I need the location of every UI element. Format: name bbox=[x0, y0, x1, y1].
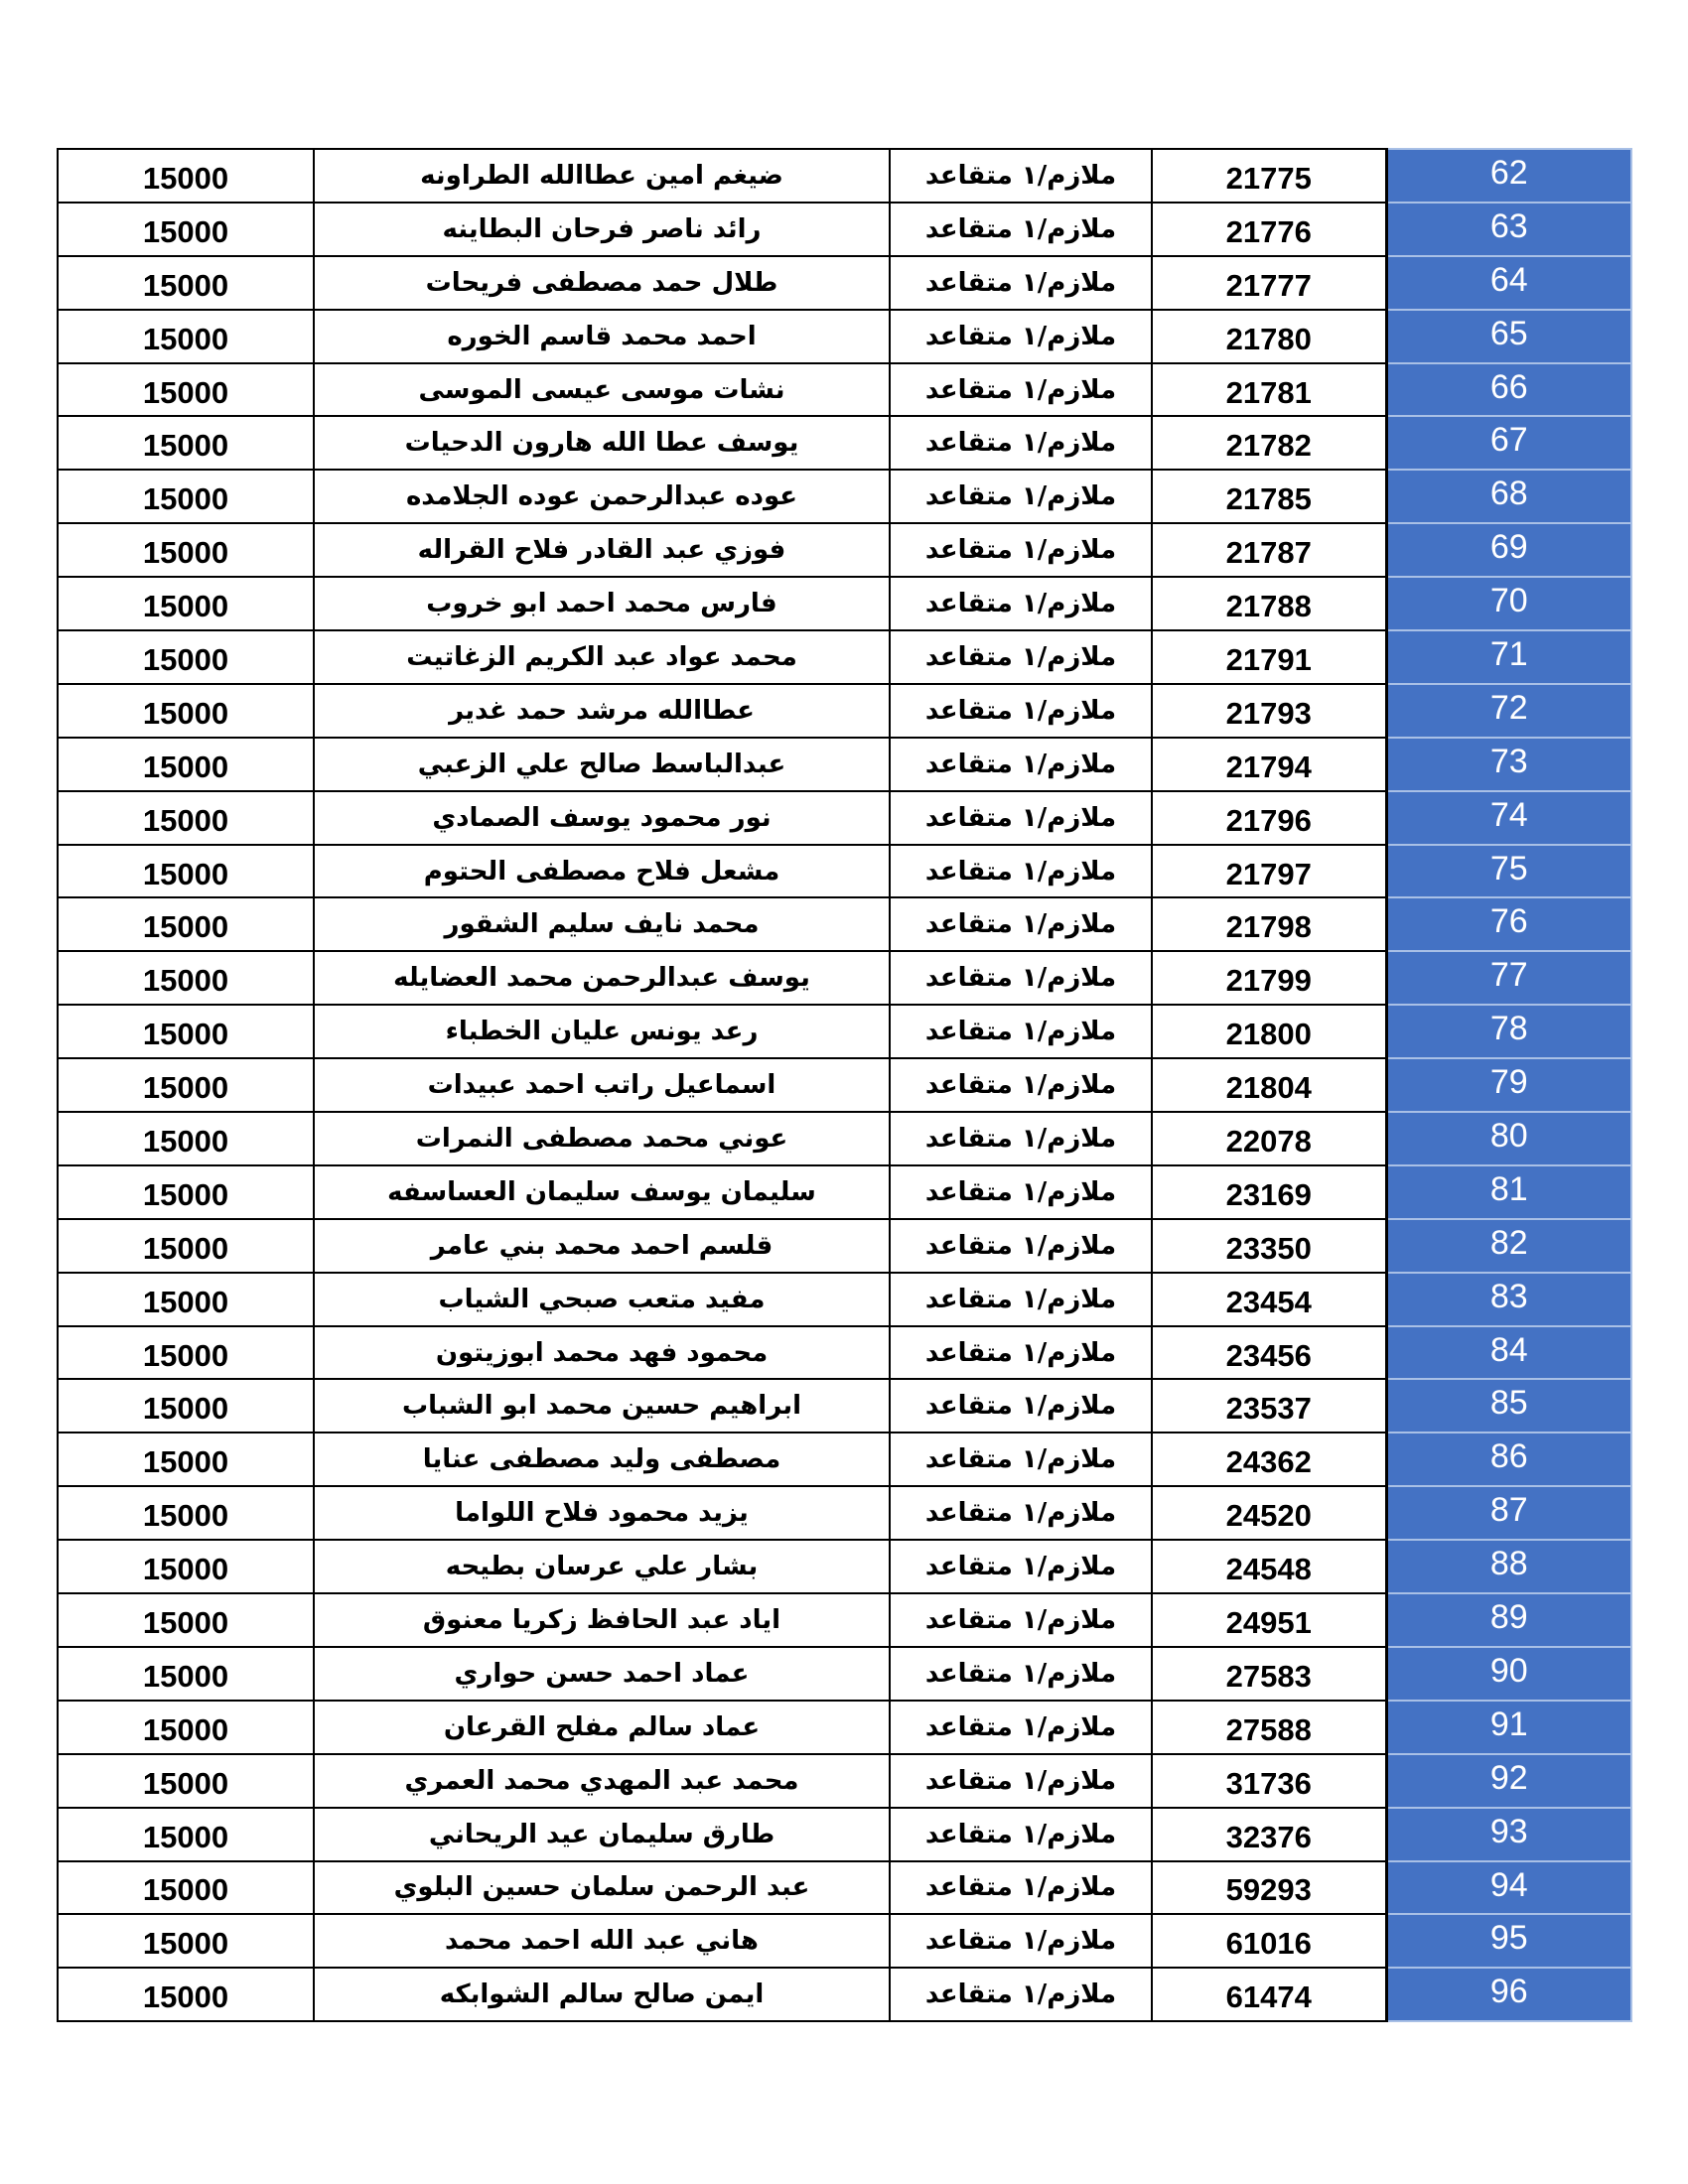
rank-cell: ملازم/١ متقاعد bbox=[890, 149, 1152, 203]
amount-cell: 15000 bbox=[58, 1005, 314, 1058]
sequence-number-cell: 94 bbox=[1386, 1861, 1631, 1915]
amount-cell: 15000 bbox=[58, 1112, 314, 1165]
sequence-number-cell: 86 bbox=[1386, 1433, 1631, 1486]
amount-cell: 15000 bbox=[58, 1968, 314, 2021]
name-cell: محمد نايف سليم الشقور bbox=[314, 897, 890, 951]
military-number-cell: 24362 bbox=[1152, 1433, 1386, 1486]
sequence-number-cell: 95 bbox=[1386, 1914, 1631, 1968]
table-row bbox=[58, 951, 1631, 1005]
amount-cell: 15000 bbox=[58, 630, 314, 684]
table-row bbox=[58, 1486, 1631, 1540]
amount-cell: 15000 bbox=[58, 256, 314, 310]
table-row bbox=[58, 1593, 1631, 1647]
rank-cell: ملازم/١ متقاعد bbox=[890, 897, 1152, 951]
table-row bbox=[58, 1968, 1631, 2021]
military-number-cell: 21788 bbox=[1152, 577, 1386, 630]
rank-cell: ملازم/١ متقاعد bbox=[890, 1326, 1152, 1380]
table-row bbox=[58, 416, 1631, 470]
sequence-number-cell: 62 bbox=[1386, 149, 1631, 203]
table-row bbox=[58, 577, 1631, 630]
military-number-cell: 21776 bbox=[1152, 203, 1386, 256]
table-row bbox=[58, 1861, 1631, 1915]
sequence-number-cell: 91 bbox=[1386, 1701, 1631, 1754]
name-cell: طارق سليمان عيد الريحاني bbox=[314, 1808, 890, 1861]
table-row bbox=[58, 1112, 1631, 1165]
table-row bbox=[58, 1326, 1631, 1380]
table-row bbox=[58, 630, 1631, 684]
sequence-number-cell: 75 bbox=[1386, 845, 1631, 898]
rank-cell: ملازم/١ متقاعد bbox=[890, 1219, 1152, 1273]
rank-cell: ملازم/١ متقاعد bbox=[890, 1273, 1152, 1326]
name-cell: نور محمود يوسف الصمادي bbox=[314, 791, 890, 845]
table-row bbox=[58, 684, 1631, 738]
name-cell: مصطفى وليد مصطفى عنايا bbox=[314, 1433, 890, 1486]
amount-cell: 15000 bbox=[58, 203, 314, 256]
table-row bbox=[58, 1914, 1631, 1968]
rank-cell: ملازم/١ متقاعد bbox=[890, 630, 1152, 684]
name-cell: ضيغم امين عطاالله الطراونه bbox=[314, 149, 890, 203]
rank-cell: ملازم/١ متقاعد bbox=[890, 1005, 1152, 1058]
rank-cell: ملازم/١ متقاعد bbox=[890, 1968, 1152, 2021]
sequence-number-cell: 71 bbox=[1386, 630, 1631, 684]
military-number-cell: 21798 bbox=[1152, 897, 1386, 951]
rank-cell: ملازم/١ متقاعد bbox=[890, 1914, 1152, 1968]
sequence-number-cell: 73 bbox=[1386, 738, 1631, 791]
rank-cell: ملازم/١ متقاعد bbox=[890, 1433, 1152, 1486]
name-cell: محمد عبد المهدي محمد العمري bbox=[314, 1754, 890, 1808]
table-row bbox=[58, 1219, 1631, 1273]
amount-cell: 15000 bbox=[58, 791, 314, 845]
name-cell: عوده عبدالرحمن عوده الجلامده bbox=[314, 470, 890, 523]
military-number-cell: 21796 bbox=[1152, 791, 1386, 845]
name-cell: مشعل فلاح مصطفى الحتوم bbox=[314, 845, 890, 898]
sequence-number-cell: 72 bbox=[1386, 684, 1631, 738]
sequence-number-cell: 84 bbox=[1386, 1326, 1631, 1380]
sequence-number-cell: 65 bbox=[1386, 310, 1631, 363]
military-number-cell: 21775 bbox=[1152, 149, 1386, 203]
sequence-number-cell: 92 bbox=[1386, 1754, 1631, 1808]
name-cell: يزيد محمود فلاح اللواما bbox=[314, 1486, 890, 1540]
name-cell: فوزي عبد القادر فلاح القراله bbox=[314, 523, 890, 577]
military-number-cell: 23537 bbox=[1152, 1379, 1386, 1433]
table-row bbox=[58, 845, 1631, 898]
table-row bbox=[58, 1433, 1631, 1486]
table-row bbox=[58, 149, 1631, 203]
amount-cell: 15000 bbox=[58, 1808, 314, 1861]
sequence-number-cell: 81 bbox=[1386, 1165, 1631, 1219]
rank-cell: ملازم/١ متقاعد bbox=[890, 1647, 1152, 1701]
amount-cell: 15000 bbox=[58, 684, 314, 738]
military-number-cell: 21804 bbox=[1152, 1058, 1386, 1112]
table-row bbox=[58, 1647, 1631, 1701]
military-number-cell: 21794 bbox=[1152, 738, 1386, 791]
amount-cell: 15000 bbox=[58, 1165, 314, 1219]
sequence-number-cell: 88 bbox=[1386, 1540, 1631, 1593]
military-number-cell: 21777 bbox=[1152, 256, 1386, 310]
sequence-number-cell: 63 bbox=[1386, 203, 1631, 256]
military-number-cell: 24951 bbox=[1152, 1593, 1386, 1647]
rank-cell: ملازم/١ متقاعد bbox=[890, 791, 1152, 845]
name-cell: رائد ناصر فرحان البطاينه bbox=[314, 203, 890, 256]
table-row bbox=[58, 791, 1631, 845]
rank-cell: ملازم/١ متقاعد bbox=[890, 1861, 1152, 1915]
military-number-cell: 23454 bbox=[1152, 1273, 1386, 1326]
name-cell: هاني عبد الله احمد محمد bbox=[314, 1914, 890, 1968]
military-number-cell: 21782 bbox=[1152, 416, 1386, 470]
sequence-number-cell: 68 bbox=[1386, 470, 1631, 523]
amount-cell: 15000 bbox=[58, 1379, 314, 1433]
military-number-cell: 24520 bbox=[1152, 1486, 1386, 1540]
table-row bbox=[58, 1540, 1631, 1593]
rank-cell: ملازم/١ متقاعد bbox=[890, 1593, 1152, 1647]
table-row bbox=[58, 1005, 1631, 1058]
table-row bbox=[58, 1379, 1631, 1433]
table-row bbox=[58, 1808, 1631, 1861]
name-cell: طلال حمد مصطفى فريحات bbox=[314, 256, 890, 310]
military-number-cell: 24548 bbox=[1152, 1540, 1386, 1593]
sequence-number-cell: 96 bbox=[1386, 1968, 1631, 2021]
name-cell: اسماعيل راتب احمد عبيدات bbox=[314, 1058, 890, 1112]
name-cell: عوني محمد مصطفى النمرات bbox=[314, 1112, 890, 1165]
name-cell: قلسم احمد محمد بني عامر bbox=[314, 1219, 890, 1273]
military-number-cell: 23456 bbox=[1152, 1326, 1386, 1380]
name-cell: اياد عبد الحافظ زكريا معنوق bbox=[314, 1593, 890, 1647]
amount-cell: 15000 bbox=[58, 1486, 314, 1540]
military-number-cell: 21787 bbox=[1152, 523, 1386, 577]
sequence-number-cell: 80 bbox=[1386, 1112, 1631, 1165]
amount-cell: 15000 bbox=[58, 577, 314, 630]
military-number-cell: 22078 bbox=[1152, 1112, 1386, 1165]
name-cell: بشار علي عرسان بطيحه bbox=[314, 1540, 890, 1593]
name-cell: محمود فهد محمد ابوزيتون bbox=[314, 1326, 890, 1380]
sequence-number-cell: 83 bbox=[1386, 1273, 1631, 1326]
sequence-number-cell: 66 bbox=[1386, 363, 1631, 417]
amount-cell: 15000 bbox=[58, 1701, 314, 1754]
military-number-cell: 32376 bbox=[1152, 1808, 1386, 1861]
sequence-number-cell: 78 bbox=[1386, 1005, 1631, 1058]
rank-cell: ملازم/١ متقاعد bbox=[890, 1754, 1152, 1808]
rank-cell: ملازم/١ متقاعد bbox=[890, 1379, 1152, 1433]
amount-cell: 15000 bbox=[58, 1593, 314, 1647]
rank-cell: ملازم/١ متقاعد bbox=[890, 684, 1152, 738]
amount-cell: 15000 bbox=[58, 523, 314, 577]
sequence-number-cell: 64 bbox=[1386, 256, 1631, 310]
rank-cell: ملازم/١ متقاعد bbox=[890, 1165, 1152, 1219]
military-number-cell: 61016 bbox=[1152, 1914, 1386, 1968]
military-number-cell: 21785 bbox=[1152, 470, 1386, 523]
amount-cell: 15000 bbox=[58, 845, 314, 898]
rank-cell: ملازم/١ متقاعد bbox=[890, 951, 1152, 1005]
military-number-cell: 59293 bbox=[1152, 1861, 1386, 1915]
sequence-number-cell: 70 bbox=[1386, 577, 1631, 630]
sequence-number-cell: 69 bbox=[1386, 523, 1631, 577]
table-row bbox=[58, 203, 1631, 256]
table-row bbox=[58, 1058, 1631, 1112]
sequence-number-cell: 67 bbox=[1386, 416, 1631, 470]
military-number-cell: 23169 bbox=[1152, 1165, 1386, 1219]
table-row bbox=[58, 1754, 1631, 1808]
military-number-cell: 31736 bbox=[1152, 1754, 1386, 1808]
amount-cell: 15000 bbox=[58, 1647, 314, 1701]
name-cell: يوسف عبدالرحمن محمد العضايله bbox=[314, 951, 890, 1005]
name-cell: عبد الرحمن سلمان حسين البلوي bbox=[314, 1861, 890, 1915]
military-number-cell: 21791 bbox=[1152, 630, 1386, 684]
table-row bbox=[58, 363, 1631, 417]
table-row bbox=[58, 1273, 1631, 1326]
amount-cell: 15000 bbox=[58, 951, 314, 1005]
sequence-number-cell: 85 bbox=[1386, 1379, 1631, 1433]
name-cell: ايمن صالح سالم الشوابكه bbox=[314, 1968, 890, 2021]
rank-cell: ملازم/١ متقاعد bbox=[890, 1808, 1152, 1861]
military-number-cell: 21800 bbox=[1152, 1005, 1386, 1058]
military-number-cell: 23350 bbox=[1152, 1219, 1386, 1273]
amount-cell: 15000 bbox=[58, 363, 314, 417]
table-row bbox=[58, 310, 1631, 363]
rank-cell: ملازم/١ متقاعد bbox=[890, 416, 1152, 470]
table-row bbox=[58, 470, 1631, 523]
rank-cell: ملازم/١ متقاعد bbox=[890, 1540, 1152, 1593]
amount-cell: 15000 bbox=[58, 310, 314, 363]
name-cell: عماد سالم مفلح القرعان bbox=[314, 1701, 890, 1754]
military-number-cell: 21781 bbox=[1152, 363, 1386, 417]
rank-cell: ملازم/١ متقاعد bbox=[890, 310, 1152, 363]
sequence-number-cell: 77 bbox=[1386, 951, 1631, 1005]
rank-cell: ملازم/١ متقاعد bbox=[890, 1701, 1152, 1754]
military-number-cell: 21797 bbox=[1152, 845, 1386, 898]
rank-cell: ملازم/١ متقاعد bbox=[890, 256, 1152, 310]
sequence-number-cell: 90 bbox=[1386, 1647, 1631, 1701]
retirees-table bbox=[57, 148, 1632, 2022]
rank-cell: ملازم/١ متقاعد bbox=[890, 203, 1152, 256]
name-cell: مفيد متعب صبحي الشياب bbox=[314, 1273, 890, 1326]
amount-cell: 15000 bbox=[58, 149, 314, 203]
military-number-cell: 21780 bbox=[1152, 310, 1386, 363]
table-row bbox=[58, 1701, 1631, 1754]
amount-cell: 15000 bbox=[58, 1058, 314, 1112]
rank-cell: ملازم/١ متقاعد bbox=[890, 470, 1152, 523]
sequence-number-cell: 82 bbox=[1386, 1219, 1631, 1273]
amount-cell: 15000 bbox=[58, 1914, 314, 1968]
name-cell: يوسف عطا الله هارون الدحيات bbox=[314, 416, 890, 470]
rank-cell: ملازم/١ متقاعد bbox=[890, 363, 1152, 417]
table-row bbox=[58, 897, 1631, 951]
sequence-number-cell: 87 bbox=[1386, 1486, 1631, 1540]
sequence-number-cell: 76 bbox=[1386, 897, 1631, 951]
sequence-number-cell: 74 bbox=[1386, 791, 1631, 845]
military-number-cell: 27583 bbox=[1152, 1647, 1386, 1701]
amount-cell: 15000 bbox=[58, 1273, 314, 1326]
military-number-cell: 21799 bbox=[1152, 951, 1386, 1005]
amount-cell: 15000 bbox=[58, 1433, 314, 1486]
military-number-cell: 27588 bbox=[1152, 1701, 1386, 1754]
sequence-number-cell: 89 bbox=[1386, 1593, 1631, 1647]
name-cell: احمد محمد قاسم الخوره bbox=[314, 310, 890, 363]
rank-cell: ملازم/١ متقاعد bbox=[890, 1058, 1152, 1112]
name-cell: محمد عواد عبد الكريم الزغاتيت bbox=[314, 630, 890, 684]
amount-cell: 15000 bbox=[58, 738, 314, 791]
rank-cell: ملازم/١ متقاعد bbox=[890, 1486, 1152, 1540]
name-cell: عطاالله مرشد حمد غدير bbox=[314, 684, 890, 738]
amount-cell: 15000 bbox=[58, 416, 314, 470]
name-cell: فارس محمد احمد ابو خروب bbox=[314, 577, 890, 630]
table-row bbox=[58, 523, 1631, 577]
name-cell: عماد احمد حسن حواري bbox=[314, 1647, 890, 1701]
name-cell: رعد يونس عليان الخطباء bbox=[314, 1005, 890, 1058]
document-table-container bbox=[57, 148, 1626, 2022]
amount-cell: 15000 bbox=[58, 1754, 314, 1808]
rank-cell: ملازم/١ متقاعد bbox=[890, 738, 1152, 791]
rank-cell: ملازم/١ متقاعد bbox=[890, 1112, 1152, 1165]
sequence-number-cell: 93 bbox=[1386, 1808, 1631, 1861]
amount-cell: 15000 bbox=[58, 470, 314, 523]
table-row bbox=[58, 738, 1631, 791]
military-number-cell: 61474 bbox=[1152, 1968, 1386, 2021]
name-cell: نشات موسى عيسى الموسى bbox=[314, 363, 890, 417]
amount-cell: 15000 bbox=[58, 1219, 314, 1273]
sequence-number-cell: 79 bbox=[1386, 1058, 1631, 1112]
amount-cell: 15000 bbox=[58, 1861, 314, 1915]
table-row bbox=[58, 256, 1631, 310]
rank-cell: ملازم/١ متقاعد bbox=[890, 523, 1152, 577]
amount-cell: 15000 bbox=[58, 897, 314, 951]
military-number-cell: 21793 bbox=[1152, 684, 1386, 738]
table-body bbox=[58, 149, 1631, 2021]
name-cell: سليمان يوسف سليمان العساسفه bbox=[314, 1165, 890, 1219]
amount-cell: 15000 bbox=[58, 1326, 314, 1380]
name-cell: ابراهيم حسين محمد ابو الشباب bbox=[314, 1379, 890, 1433]
amount-cell: 15000 bbox=[58, 1540, 314, 1593]
rank-cell: ملازم/١ متقاعد bbox=[890, 845, 1152, 898]
table-row bbox=[58, 1165, 1631, 1219]
rank-cell: ملازم/١ متقاعد bbox=[890, 577, 1152, 630]
name-cell: عبدالباسط صالح علي الزعبي bbox=[314, 738, 890, 791]
